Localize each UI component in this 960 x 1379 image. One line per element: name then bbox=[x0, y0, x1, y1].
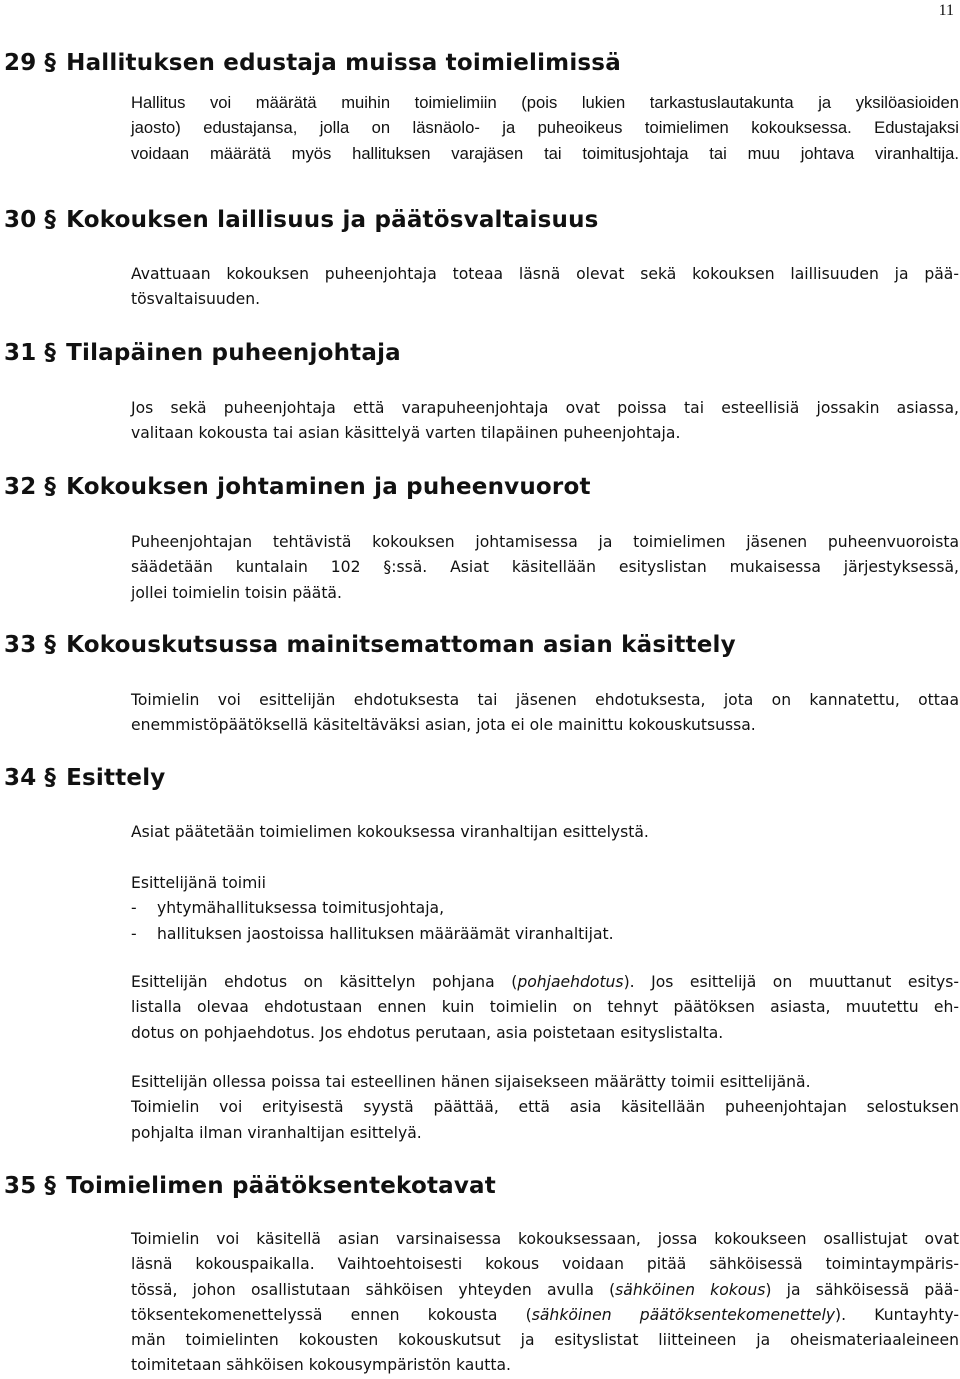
section-34-paragraph-1: Asiat päätetään toimielimen kokouksessa viranhaltijan esittelystä. bbox=[131, 823, 649, 841]
section-title: Hallituksen edustaja muissa toimielimissä bbox=[66, 50, 621, 76]
section-34-paragraph-4: Esittelijän ollessa poissa tai esteellinen hänen sijaisekseen määrätty toimii esittelijänä. Toimielin voi erityisestä syystä päättää, että asia käsitellään puheenjohtajan selostuksen pohjalta ilman viranhaltijan esittelyä. bbox=[131, 1073, 959, 1142]
section-symbol: § bbox=[44, 474, 57, 500]
section-title: Kokouksen laillisuus ja päätösvaltaisuus bbox=[66, 207, 599, 233]
section-title: Toimielimen päätöksentekotavat bbox=[66, 1173, 496, 1199]
section-symbol: § bbox=[44, 340, 57, 366]
section-heading-29 bbox=[4, 50, 621, 76]
section-title: Kokouskutsussa mainitsemattoman asian käsittely bbox=[66, 632, 736, 658]
section-number: 34 bbox=[4, 765, 37, 791]
section-33-paragraph: Toimielin voi esittelijän ehdotuksesta tai jäsenen ehdotuksesta, jota on kannatettu, ottaa enemmistöpäätöksellä käsiteltäväksi asian, jota ei ole mainittu kokouskutsussa. bbox=[131, 691, 959, 735]
page-number: 11 bbox=[938, 2, 954, 19]
section-34-paragraph-3: Esittelijän ehdotus on käsittelyn pohjana (pohjaehdotus). Jos esittelijä on muuttanut esitys- listalla olevaa ehdotustaan ennen kuin toimielin on tehnyt päätöksen asiasta, muutettu eh- dotus on pohjaehdotus. Jos ehdotus perutaan, asia poistetaan esityslistalta. bbox=[131, 973, 959, 1042]
section-31-paragraph: Jos sekä puheenjohtaja että varapuheenjohtaja ovat poissa tai esteellisiä jossakin asiassa, valitaan kokousta tai asian käsittelyä varten tilapäinen puheenjohtaja. bbox=[131, 399, 959, 443]
section-number: 32 bbox=[4, 474, 37, 500]
section-symbol: § bbox=[44, 1173, 57, 1199]
section-heading-35 bbox=[4, 1173, 496, 1199]
section-title: Tilapäinen puheenjohtaja bbox=[66, 340, 401, 366]
section-symbol: § bbox=[44, 632, 57, 658]
section-heading-31 bbox=[4, 340, 401, 366]
section-29-paragraph: Hallitus voi määrätä muihin toimielimiin (pois lukien tarkastuslautakunta ja yksilöasioiden jaosto) edustajansa, jolla on läsnäolo- ja puheoikeus toimielimen kokouksessa. Edustajaksi voidaan määrätä myös hallituksen varajäsen tai toimitusjohtaja tai muu johtava viranhaltija. bbox=[131, 93, 959, 163]
section-heading-34 bbox=[4, 765, 165, 791]
section-title: Kokouksen johtaminen ja puheenvuorot bbox=[66, 474, 591, 500]
section-number: 30 bbox=[4, 207, 37, 233]
section-34-presenter-list: Esittelijänä toimii - yhtymähallituksessa toimitusjohtaja, - hallituksen jaostoissa hallituksen määräämät viranhaltijat. bbox=[131, 871, 959, 947]
section-symbol: § bbox=[44, 50, 57, 76]
section-heading-33 bbox=[4, 632, 736, 658]
section-symbol: § bbox=[44, 207, 57, 233]
section-number: 31 bbox=[4, 340, 37, 366]
section-heading-32 bbox=[4, 474, 591, 500]
section-symbol: § bbox=[44, 765, 57, 791]
section-32-paragraph: Puheenjohtajan tehtävistä kokouksen johtamisessa ja toimielimen jäsenen puheenvuoroista säädetään kuntalain 102 §:ssä. Asiat käsitellään esityslistan mukaisessa järjestyksessä, jollei toimielin toisin päätä. bbox=[131, 533, 959, 602]
list-item: - yhtymähallituksessa toimitusjohtaja, bbox=[131, 899, 445, 918]
list-item: - hallituksen jaostoissa hallituksen määräämät viranhaltijat. bbox=[131, 924, 614, 943]
section-number: 33 bbox=[4, 632, 37, 658]
section-number: 29 bbox=[4, 50, 37, 76]
section-30-paragraph: Avattuaan kokouksen puheenjohtaja toteaa läsnä olevat sekä kokouksen laillisuuden ja pää- tösvaltaisuuden. bbox=[131, 265, 959, 309]
section-35-paragraph: Toimielin voi käsitellä asian varsinaisessa kokouksessaan, jossa kokoukseen osallistujat ovat läsnä kokouspaikalla. Vaihtoehtoisesti kokous voidaan pitää sähköisessä toimintaympäris- tössä, johon osallistutaan sähköisen yhteyden avulla (sähköinen kokous) ja sähköisessä pää- töksentekomenettelyssä ennen kokousta (sähköinen päätöksentekomenettely). Kuntayhty- män toimielinten kokousten kokouskutsut ja esityslistat liitteineen ja oheismateriaaleineen toimitetaan sähköisen kokousympäristön kautta. bbox=[131, 1230, 959, 1375]
section-number: 35 bbox=[4, 1173, 37, 1199]
section-heading-30 bbox=[4, 207, 599, 233]
section-title: Esittely bbox=[66, 765, 166, 791]
